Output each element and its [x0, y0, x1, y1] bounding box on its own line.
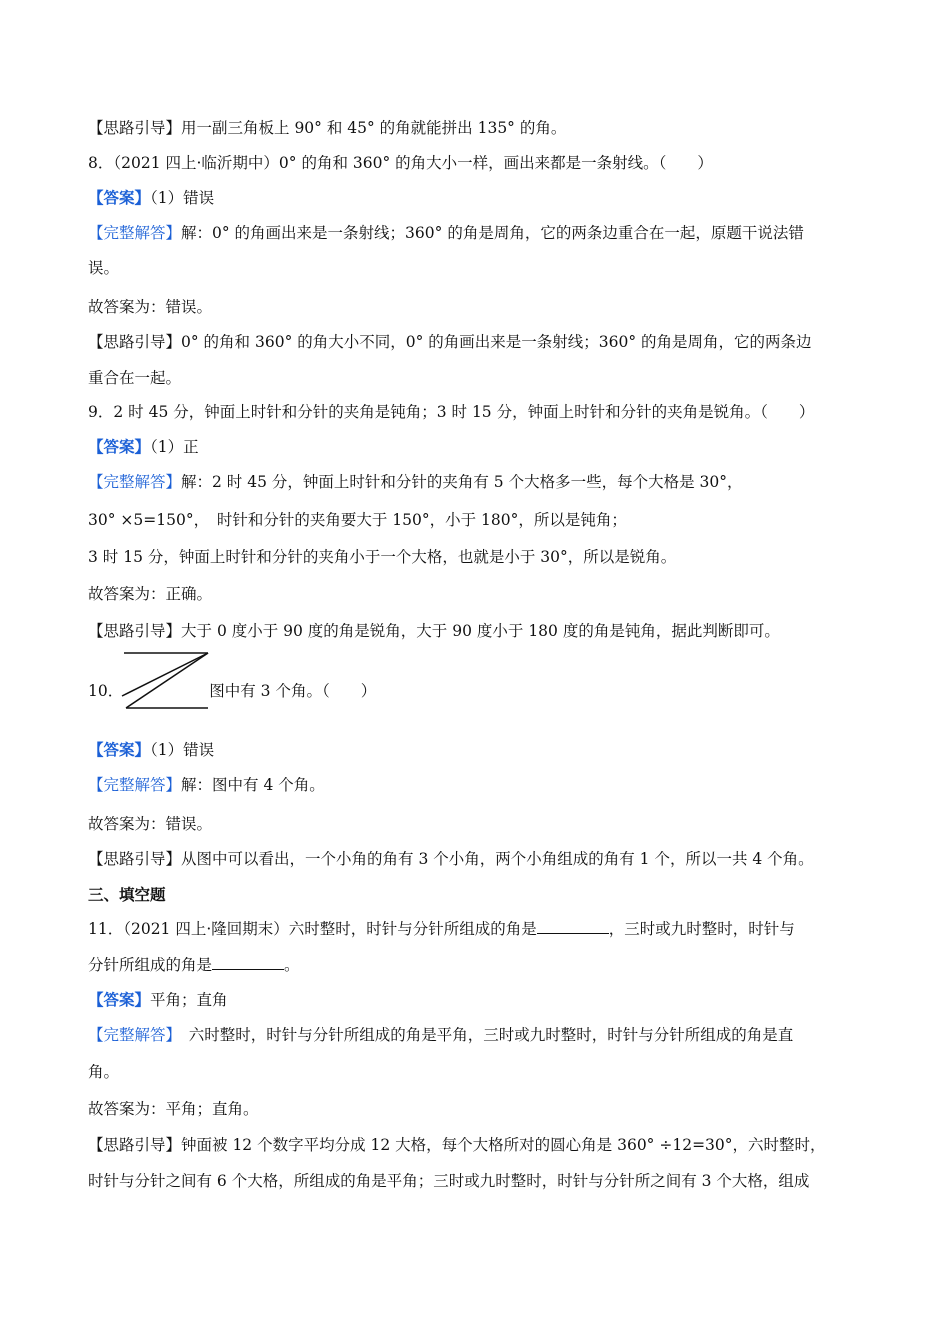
solution-8-cont: 误。	[88, 259, 120, 277]
solution-11: 【完整解答】 六时整时，时针与分针所组成的角是平角，三时或九时整时，时针与分针所组成的角是直	[88, 1026, 794, 1044]
solution-tag: 【完整解答】	[88, 473, 182, 491]
conclusion-10: 故答案为：错误。	[88, 815, 213, 833]
answer-8: 【答案】（1）错误	[88, 188, 215, 207]
solution-9-line2: 30° ×5=150°， 时针和分针的夹角要大于 150°，小于 180°，所以是钝角；	[88, 511, 627, 529]
answer-10: 【答案】（1）错误	[88, 740, 215, 759]
answer-tag: 【答案】	[88, 188, 151, 207]
hint-10: 【思路引导】从图中可以看出，一个小角的角有 3 个小角，两个小角组成的角有 1 个，所以一共 4 个角。	[88, 850, 814, 868]
section-heading-fill-in: 三、填空题	[88, 886, 166, 904]
hint-11-cont: 时针与分针之间有 6 个大格，所组成的角是平角；三时或九时整时，时针与分针所之间有 3 个大格，组成	[88, 1172, 810, 1190]
answer-blank[interactable]	[537, 919, 609, 934]
answer-tag: 【答案】	[88, 437, 151, 456]
answer-tag: 【答案】	[88, 740, 151, 759]
hint-11: 【思路引导】钟面被 12 个数字平均分成 12 大格，每个大格所对的圆心角是 360° ÷12=30°，六时整时，	[88, 1136, 826, 1154]
question-11-cont: 分针所组成的角是 。	[88, 956, 300, 974]
solution-10: 【完整解答】解：图中有 4 个角。	[88, 776, 325, 794]
question-11: 11．（2021 四上·隆回期末）六时整时，时针与分针所组成的角是 ，三时或九时整时，时针与	[88, 920, 795, 938]
question-8: 8．（2021 四上·临沂期中）0° 的角和 360° 的角大小一样，画出来都是一条射线。（ ）	[88, 154, 713, 172]
solution-8: 【完整解答】解：0° 的角画出来是一条射线；360° 的角是周角，它的两条边重合在一起，原题干说法错	[88, 224, 804, 242]
solution-11-cont: 角。	[88, 1063, 120, 1081]
question-9: 9．2 时 45 分，钟面上时针和分针的夹角是钝角；3 时 15 分，钟面上时针和分针的夹角是锐角。（ ）	[88, 403, 815, 421]
answer-9: 【答案】（1）正	[88, 437, 199, 456]
hint-tag: 【思路引导】	[88, 333, 182, 351]
solution-tag: 【完整解答】	[88, 776, 182, 794]
conclusion-9: 故答案为：正确。	[88, 585, 213, 603]
solution-9-line3: 3 时 15 分，钟面上时针和分针的夹角小于一个大格，也就是小于 30°，所以是锐角。	[88, 548, 677, 566]
hint-tag: 【思路引导】	[88, 1136, 182, 1154]
hint-9: 【思路引导】大于 0 度小于 90 度的角是锐角，大于 90 度小于 180 度的角是钝角，据此判断即可。	[88, 622, 780, 640]
solution-tag: 【完整解答】	[88, 1026, 174, 1044]
hint-tag: 【思路引导】	[88, 119, 182, 137]
hint-q7: 【思路引导】用一副三角板上 90° 和 45° 的角就能拼出 135° 的角。	[88, 119, 567, 137]
question-10: 10． 图中有 3 个角。（ ）	[88, 682, 377, 700]
solution-9: 【完整解答】解：2 时 45 分，钟面上时针和分针的夹角有 5 个大格多一些，每个大格是 30°，	[88, 473, 743, 491]
conclusion-11: 故答案为：平角；直角。	[88, 1100, 259, 1118]
conclusion-8: 故答案为：错误。	[88, 298, 213, 316]
answer-11: 【答案】平角；直角	[88, 990, 228, 1009]
hint-8-cont: 重合在一起。	[88, 369, 182, 387]
hint-8: 【思路引导】0° 的角和 360° 的角大小不同，0° 的角画出来是一条射线；360° 的角是周角，它的两条边	[88, 333, 812, 351]
answer-tag: 【答案】	[88, 990, 151, 1009]
solution-tag: 【完整解答】	[88, 224, 182, 242]
hint-tag: 【思路引导】	[88, 850, 182, 868]
answer-blank[interactable]	[212, 955, 284, 970]
hint-tag: 【思路引导】	[88, 622, 182, 640]
